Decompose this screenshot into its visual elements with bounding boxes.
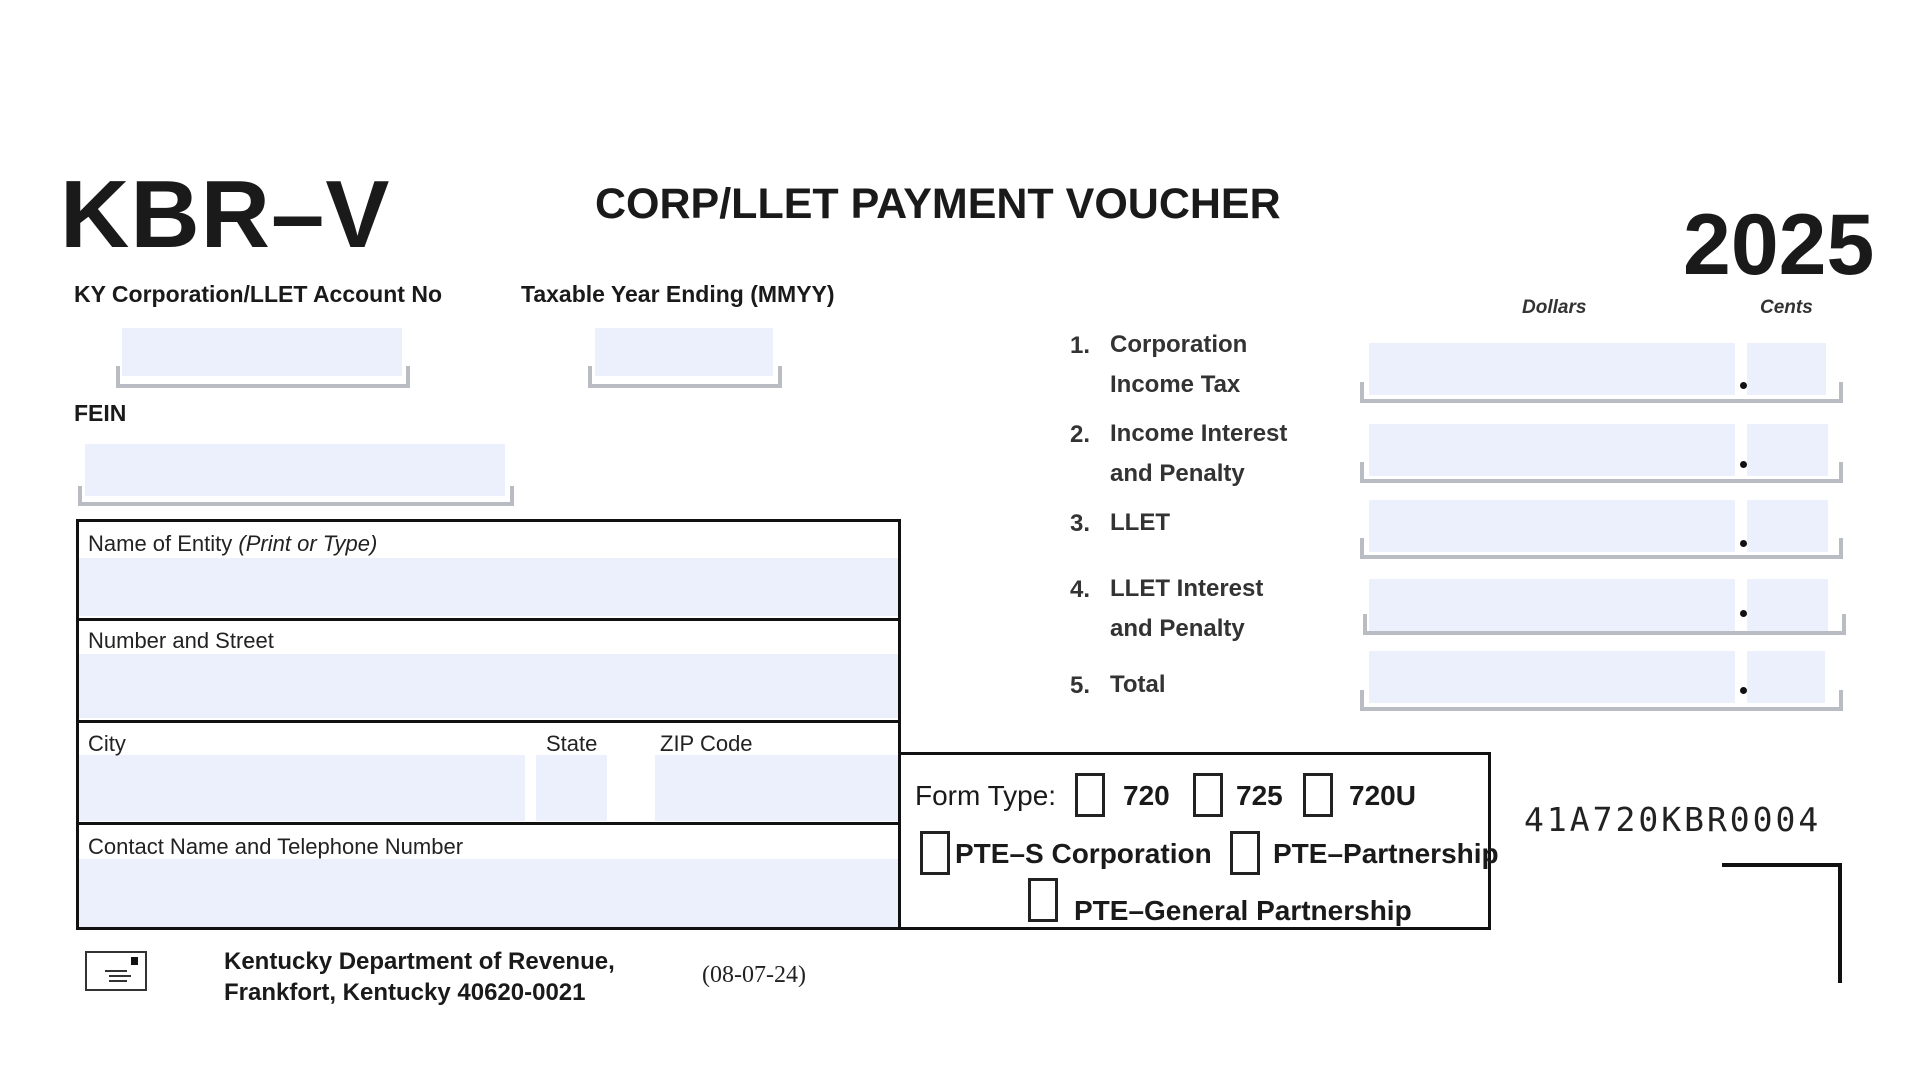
- line-5-label: Total: [1110, 671, 1166, 698]
- line-4-underline: [1363, 614, 1846, 635]
- checkbox-pte-general-partnership[interactable]: [1028, 878, 1058, 922]
- form-year: 2025: [1683, 197, 1875, 293]
- checkbox-720u[interactable]: [1303, 773, 1333, 817]
- line-3-decimal-point: [1740, 540, 1747, 547]
- line-1-underline: [1360, 382, 1843, 403]
- line-2-label: Income Interest and Penalty: [1110, 420, 1288, 487]
- checkbox-pte-partnership[interactable]: [1230, 831, 1260, 875]
- option-pte-general-partnership-label: PTE–General Partnership: [1074, 895, 1412, 926]
- divider: [79, 618, 898, 621]
- page-title: CORP/LLET PAYMENT VOUCHER: [595, 180, 1281, 228]
- checkbox-pte-s-corporation[interactable]: [920, 831, 950, 875]
- line-2-underline: [1360, 462, 1843, 483]
- zip-field[interactable]: [655, 755, 898, 821]
- account-no-label: KY Corporation/LLET Account No: [74, 281, 442, 307]
- state-field[interactable]: [536, 755, 607, 821]
- checkbox-720[interactable]: [1075, 773, 1105, 817]
- contact-label: Contact Name and Telephone Number: [88, 834, 464, 859]
- scanline-code: 41A720KBR0004: [1524, 800, 1822, 839]
- divider: [79, 822, 898, 825]
- state-label: State: [546, 731, 598, 756]
- taxable-year-label: Taxable Year Ending (MMYY): [521, 281, 835, 307]
- option-pte-partnership-label: PTE–Partnership: [1273, 838, 1499, 869]
- registration-mark: [1838, 863, 1842, 983]
- line-5-number: 5.: [1070, 672, 1091, 699]
- fein-label: FEIN: [74, 400, 127, 426]
- line-4-decimal-point: [1740, 610, 1747, 617]
- form-type-label: Form Type:: [915, 780, 1057, 811]
- line-3-number: 3.: [1070, 510, 1091, 537]
- revision-date: (08-07-24): [702, 962, 806, 988]
- contact-field[interactable]: [79, 859, 898, 927]
- street-label: Number and Street: [88, 628, 274, 653]
- entity-name-label: Name of Entity (Print or Type): [88, 531, 378, 556]
- envelope-icon: [85, 951, 147, 991]
- line-4-number: 4.: [1070, 576, 1091, 603]
- registration-mark: [1722, 863, 1842, 867]
- line-3-underline: [1360, 538, 1843, 559]
- option-pte-s-corporation-label: PTE–S Corporation: [955, 838, 1212, 869]
- option-720u-label: 720U: [1349, 780, 1416, 811]
- dollars-heading: Dollars: [1522, 297, 1587, 318]
- line-4-label: LLET Interest and Penalty: [1110, 575, 1264, 642]
- city-field[interactable]: [79, 755, 525, 821]
- street-field[interactable]: [79, 654, 898, 718]
- entity-name-field[interactable]: [79, 558, 898, 616]
- fein-underline: [78, 486, 514, 506]
- zip-label: ZIP Code: [660, 731, 753, 756]
- line-5-decimal-point: [1740, 687, 1747, 694]
- line-5-underline: [1360, 690, 1843, 711]
- line-1-number: 1.: [1070, 332, 1091, 359]
- line-3-label: LLET: [1110, 509, 1170, 536]
- cents-heading: Cents: [1760, 297, 1813, 318]
- divider: [79, 720, 898, 723]
- checkbox-725[interactable]: [1193, 773, 1223, 817]
- line-2-decimal-point: [1740, 461, 1747, 468]
- option-720-label: 720: [1123, 780, 1170, 811]
- form-code: KBR–V: [60, 161, 391, 268]
- department-address: Kentucky Department of Revenue, Frankfort, Kentucky 40620-0021: [224, 948, 615, 1006]
- line-1-label: Corporation Income Tax: [1110, 331, 1248, 398]
- entity-info-box: [76, 519, 901, 930]
- city-label: City: [88, 731, 126, 756]
- taxable-year-underline: [588, 366, 782, 388]
- line-2-number: 2.: [1070, 421, 1091, 448]
- line-1-decimal-point: [1740, 382, 1747, 389]
- option-725-label: 725: [1236, 780, 1283, 811]
- account-no-underline: [116, 366, 410, 388]
